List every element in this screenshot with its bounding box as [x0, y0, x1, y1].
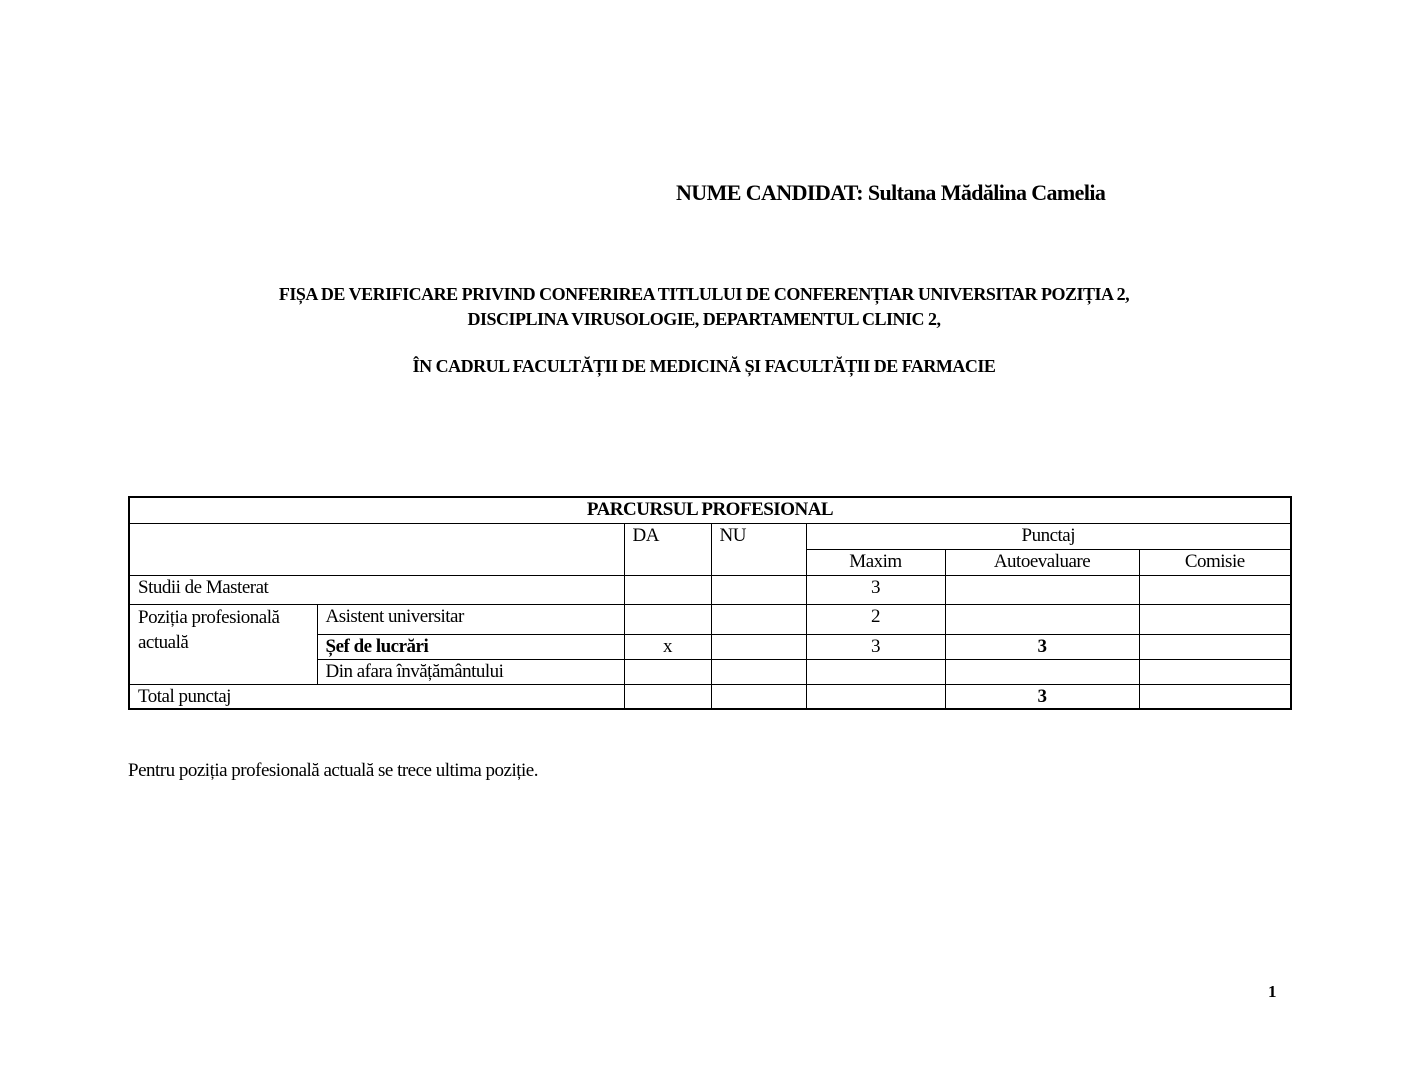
- professional-path-table: [128, 496, 1292, 710]
- cell-auto: 3: [945, 634, 1139, 659]
- cell-comisie: [1139, 604, 1291, 634]
- cell-da: [624, 604, 711, 634]
- pozitie-label: Poziția profesională actuală: [129, 604, 317, 684]
- cell-auto: [945, 604, 1139, 634]
- cell-comisie: [1139, 659, 1291, 684]
- row-label: Asistent universitar: [317, 604, 624, 634]
- footnote: Pentru poziția profesională actuală se trece ultima poziție.: [128, 760, 538, 781]
- page-number: 1: [1268, 982, 1277, 1001]
- cell-comisie: [1139, 575, 1291, 604]
- title-line-1: FIȘA DE VERIFICARE PRIVIND CONFERIREA TITLULUI DE CONFERENȚIAR UNIVERSITAR POZIȚIA 2,: [278, 284, 1130, 304]
- title-line-2: DISCIPLINA VIRUSOLOGIE, DEPARTAMENTUL CLINIC 2,: [467, 309, 941, 329]
- header-maxim: Maxim: [806, 549, 945, 575]
- table-caption: PARCURSUL PROFESIONAL: [129, 497, 1291, 523]
- cell-auto: [945, 659, 1139, 684]
- header-nu: NU: [711, 523, 806, 575]
- cell-maxim: 3: [806, 575, 945, 604]
- cell-da: [624, 575, 711, 604]
- cell-da: [624, 659, 711, 684]
- header-punctaj: Punctaj: [806, 523, 1291, 549]
- cell-comisie: [1139, 634, 1291, 659]
- header-da: DA: [624, 523, 711, 575]
- candidate-name: [676, 180, 1105, 206]
- title-line-3: ÎN CADRUL FACULTĂȚII DE MEDICINĂ ȘI FACULTĂȚII DE FARMACIE: [412, 356, 996, 376]
- header-empty: [129, 523, 624, 575]
- cell-da: x: [624, 634, 711, 659]
- row-label: Șef de lucrări: [317, 634, 624, 659]
- cell-maxim: 3: [806, 634, 945, 659]
- cell-da: [624, 684, 711, 709]
- table-row: [129, 575, 1291, 604]
- cell-nu: [711, 659, 806, 684]
- table-row-total: [129, 684, 1291, 709]
- header-comisie: Comisie: [1139, 549, 1291, 575]
- row-label: Studii de Masterat: [129, 575, 624, 604]
- cell-nu: [711, 634, 806, 659]
- cell-nu: [711, 575, 806, 604]
- row-label: Din afara învățământului: [317, 659, 624, 684]
- cell-auto: 3: [945, 684, 1139, 709]
- candidate-label: NUME CANDIDAT:: [676, 180, 863, 205]
- row-label: Total punctaj: [129, 684, 624, 709]
- cell-nu: [711, 684, 806, 709]
- table-row: [129, 604, 1291, 634]
- cell-maxim: [806, 659, 945, 684]
- header-autoevaluare: Autoevaluare: [945, 549, 1139, 575]
- cell-nu: [711, 604, 806, 634]
- cell-comisie: [1139, 684, 1291, 709]
- cell-auto: [945, 575, 1139, 604]
- candidate-value: Sultana Mădălina Camelia: [867, 180, 1106, 205]
- cell-maxim: [806, 684, 945, 709]
- cell-maxim: 2: [806, 604, 945, 634]
